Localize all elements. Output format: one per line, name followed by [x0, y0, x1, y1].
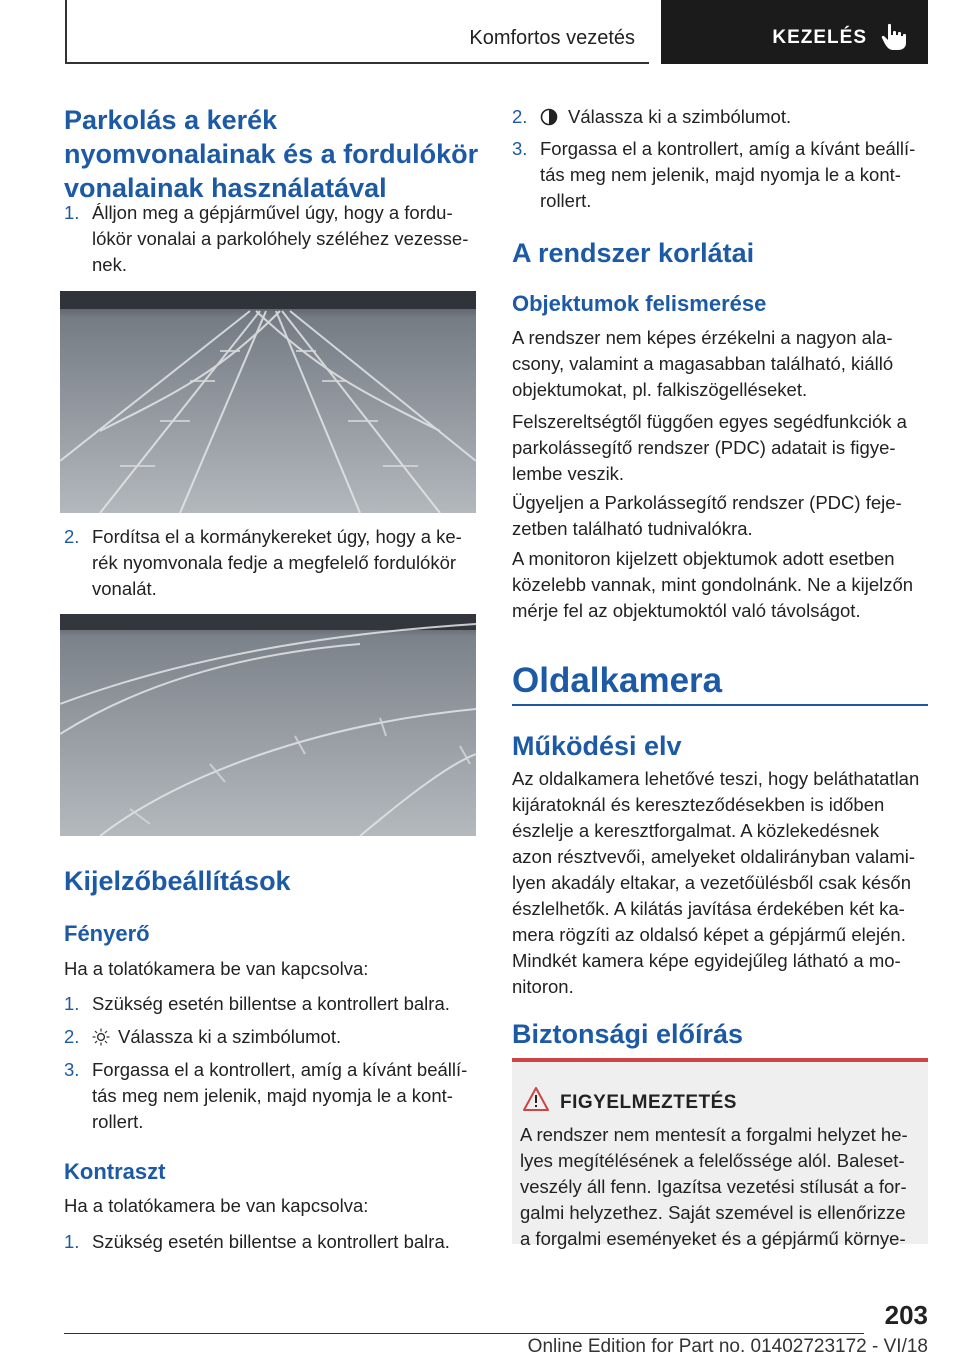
step-number: 3.	[64, 1059, 80, 1080]
heading-line: vonalainak használatával	[64, 173, 387, 203]
text-line: észlelhetők. A kilátás javítása érdekében két ka‐	[512, 898, 905, 919]
subheading-object-detection: Objektumok felismerése	[512, 291, 767, 316]
text-line: Mindkét kamera képe egyidejűleg látható a mo‐	[512, 950, 901, 971]
step-text: Válassza ki a szimbólumot.	[568, 106, 792, 127]
text-line: A monitoron kijelzett objektumok adott esetben	[512, 548, 895, 569]
step-text: rollert.	[540, 190, 592, 211]
step-text: Szükség esetén billentse a kontrollert balra.	[92, 1231, 450, 1252]
section-heading-display-settings: Kijelzőbeállítások	[64, 866, 291, 896]
step-number: 1.	[64, 1231, 80, 1252]
step-text: lókör vonalai a parkolóhely széléhez vezesse‐	[92, 228, 469, 249]
text-line: nitoron.	[512, 976, 574, 997]
text-line: galmi helyzethez. Saját szemével is ellenőrizze	[520, 1202, 906, 1223]
text-line: veszély áll fenn. Igazítsa vezetési stílusát a for‐	[520, 1176, 907, 1197]
step-number: 2.	[64, 1026, 80, 1047]
step-text: Válassza ki a szimbólumot.	[118, 1026, 342, 1047]
brightness-step-2	[64, 1024, 476, 1050]
paragraph	[512, 409, 928, 487]
paragraph	[512, 766, 928, 1000]
step-number: 3.	[512, 138, 528, 159]
step-number: 1.	[64, 993, 80, 1014]
step-text: Forgassa el a kontrollert, amíg a kívánt beállí‐	[92, 1059, 468, 1080]
text-line: a forgalmi eseményeket és a gépjármű környe‐	[520, 1228, 906, 1249]
step-text: nek.	[92, 254, 127, 275]
step-text: Álljon meg a gépjárművel úgy, hogy a fordu‐	[92, 202, 453, 223]
contrast-step-1	[64, 1229, 476, 1255]
text-line: parkolássegítő rendszer (PDC) adatait is figye‐	[512, 437, 896, 458]
contrast-step-2	[512, 104, 928, 130]
subheading-contrast: Kontraszt	[64, 1159, 166, 1184]
step-text: Forgassa el a kontrollert, amíg a kívánt beállí‐	[540, 138, 916, 159]
header-section-title: Komfortos vezetés	[469, 27, 635, 49]
text-line: Ügyeljen a Parkolássegítő rendszer (PDC) feje‐	[512, 492, 902, 513]
hand-pointer-icon	[879, 22, 909, 52]
header-chapter-tab	[661, 0, 928, 64]
text-line: Az oldalkamera lehetővé teszi, hogy beláthatatlan	[512, 768, 920, 789]
section-heading-principle: Működési elv	[512, 731, 682, 761]
heading-line: Parkolás a kerék	[64, 105, 278, 135]
paragraph	[512, 546, 928, 624]
text-line: A rendszer nem mentesít a forgalmi helyzet he‐	[520, 1124, 908, 1145]
step-text: rollert.	[92, 1111, 144, 1132]
heading-line: nyomvonalainak és a fordulókör	[64, 139, 479, 169]
text-line: közelebb vannak, mint gondolnánk. Ne a kijelzőn	[512, 574, 914, 595]
brightness-icon	[92, 1028, 110, 1046]
text-line: objektumokat, pl. falkiszögelléseket.	[512, 379, 808, 400]
step-text: vonalát.	[92, 578, 157, 599]
camera-image-turning-lines	[60, 291, 476, 513]
subheading-brightness: Fényerő	[64, 921, 150, 946]
step-text: rék nyomvonala fedje a megfelelő fordulókör	[92, 552, 457, 573]
text-line: lyes megítélésének a felelőssége alól. Baleset‐	[520, 1150, 905, 1171]
warning-text	[520, 1122, 924, 1252]
paragraph	[512, 490, 928, 542]
step-text: tás meg nem jelenik, majd nyomja le a kont‐	[540, 164, 901, 185]
warning-triangle-icon	[522, 1086, 550, 1112]
text-line: zetben található tudnivalókra.	[512, 518, 753, 539]
step-text: Szükség esetén billentse a kontrollert balra.	[92, 993, 450, 1014]
warning-title: FIGYELMEZTETÉS	[560, 1092, 737, 1113]
step-number: 2.	[64, 526, 80, 547]
warning-box	[512, 1058, 928, 1249]
text-line: Felszereltségtől függően egyes segédfunkciók a	[512, 411, 907, 432]
text-line: lembe veszik.	[512, 463, 625, 484]
section-heading-safety: Biztonsági előírás	[512, 1019, 744, 1049]
text-line: lyen akadály eltakar, a vezetőülésből csak későn	[512, 872, 912, 893]
text-line: mérje fel az objektumoktól való távolságot.	[512, 600, 861, 621]
chapter-heading-side-camera: Oldalkamera	[512, 661, 723, 700]
contrast-step-3	[512, 136, 928, 214]
brightness-step-1	[64, 991, 476, 1017]
step-1	[64, 200, 476, 278]
section-heading-parking	[64, 103, 478, 205]
section-heading-system-limits: A rendszer korlátai	[512, 238, 755, 268]
step-number: 1.	[64, 202, 80, 223]
paragraph	[512, 325, 928, 403]
brightness-step-3	[64, 1057, 476, 1135]
step-2	[64, 524, 476, 602]
paragraph: Ha a tolatókamera be van kapcsolva:	[64, 1195, 369, 1216]
text-line: észlelje a keresztforgalmat. A közlekedésnek	[512, 820, 880, 841]
footer-rule	[64, 1333, 864, 1334]
header-chapter-title: KEZELÉS	[772, 27, 867, 48]
text-line: mera rögzíti az oldalsó képet a gépjármű elején.	[512, 924, 906, 945]
step-number: 2.	[512, 106, 528, 127]
paragraph: Ha a tolatókamera be van kapcsolva:	[64, 958, 369, 979]
text-line: A rendszer nem képes érzékelni a nagyon ala‐	[512, 327, 893, 348]
footer-edition: Online Edition for Part no. 01402723172 - VI/18	[527, 1336, 928, 1357]
text-line: csony, valamint a magasabban található, kiálló	[512, 353, 894, 374]
step-text: Fordítsa el a kormánykereket úgy, hogy a ke‐	[92, 526, 462, 547]
text-line: azon résztvevői, amelyeket oldalirányban valami‐	[512, 846, 916, 867]
camera-image-wheel-tracks	[60, 614, 476, 836]
contrast-icon	[540, 108, 558, 126]
page-number: 203	[884, 1300, 928, 1330]
step-text: tás meg nem jelenik, majd nyomja le a kont‐	[92, 1085, 453, 1106]
text-line: kijáratoknál és kereszteződésekben is időben	[512, 794, 885, 815]
heading-rule	[512, 704, 928, 706]
